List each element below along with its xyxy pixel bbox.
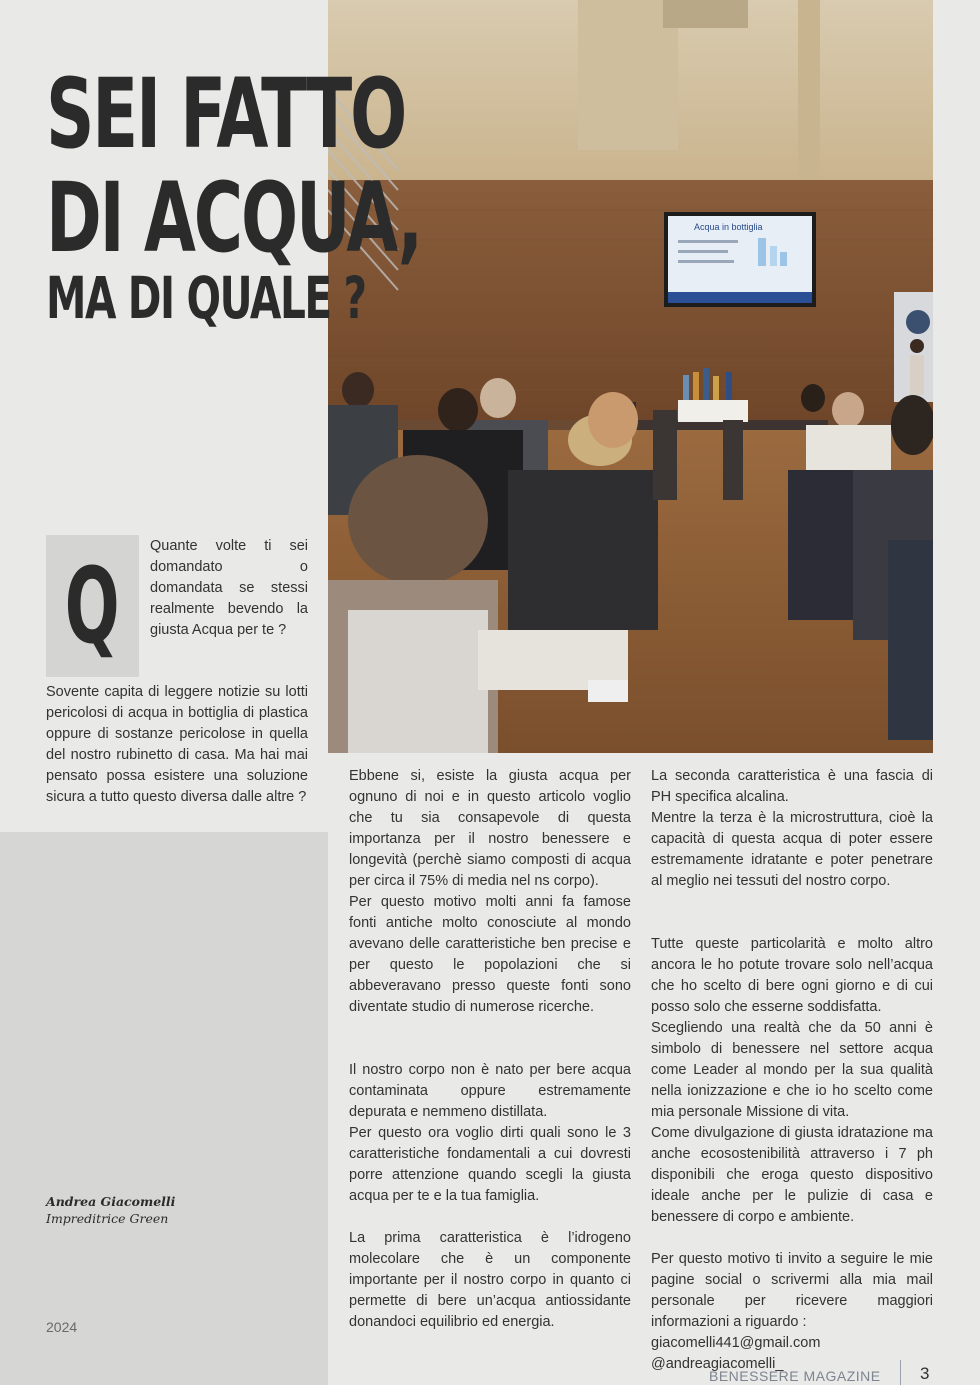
spacer [651,913,933,934]
spacer [349,1018,631,1039]
paragraph: Per questo motivo ti invito a seguire le mie pagine social o scrivermi alla mia mail personale per ricevere maggiori informazioni a riguardo : [651,1251,933,1330]
spacer [349,1039,631,1060]
author-role: Impreditrice Green [46,1211,169,1226]
email-link[interactable]: giacomelli441@gmail.com [651,1335,821,1351]
paragraph: Come divulgazione di giusta idratazione ma anche ecosostenibilità attraverso i 7 ph disponibili che eroga questo dispositivo ideale anche per le pulizie di casa e benessere di corpo e ambiente. [651,1125,933,1225]
page-number: 3 [920,1364,930,1383]
headline [46,58,582,332]
paragraph: Tutte queste particolarità e molto altro ancora le ho potute trovare solo nell’acqua che ho scelto di bere ogni giorno e di cui posso solo che esserne soddisfatta. [651,936,933,1015]
magazine-name: BENESSERE MAGAZINE [709,1368,881,1384]
social-handle[interactable]: @andreagiacomelli_ [651,1356,784,1372]
spacer [651,892,933,913]
paragraph: La seconda caratteristica è una fascia di PH specifica alcalina. [651,768,933,805]
paragraph: La prima caratteristica è l’idrogeno molecolare che è un componente importante per il nostro corpo in quanto ci permette di bere un’acqua antiossidante donandoci equilibrio ed energia. [349,1230,631,1330]
headline-line-1: SEI FATTO [46,58,406,170]
headline-line-3: MA DI QUALE ? [46,264,366,332]
headline-line-2: DI ACQUA, [46,162,422,274]
paragraph: Per questo ora voglio dirti quali sono le 3 caratteristiche fondamentali a cui dovresti porre attenzione quando scegli la giusta acqua per te e la tua famiglia. [349,1125,631,1204]
intro-text: Quante volte ti sei domandato o domandata se stessi realmente bevendo la giusta Acqua per te ? [150,538,308,638]
drop-cap-letter: Q [65,545,120,667]
paragraph: Mentre la terza è la microstruttura, cioè la capacità di questa acqua di poter essere estremamente idratante e poter penetrare al meglio nei tessuti del nostro corpo. [651,810,933,889]
lead-paragraph: Sovente capita di leggere notizie su lotti pericolosi di acqua in bottiglia di plastica oppure di sostanze pericolose in quella del nostro rubinetto di casa. Ma hai mai pensato possa esistere una soluzione sicura a tutto questo diversa dalle altre ? [46,684,308,805]
article-column-2 [349,766,631,1333]
left-panel-bottom [0,832,328,1385]
author-name: Andrea Giacomelli [46,1194,176,1209]
spacer [651,1228,933,1249]
author-block [46,1193,175,1227]
paragraph: Per questo motivo molti anni fa famose fonti antiche molto conosciute al mondo avevano delle caratteristiche ben precise e per questo le popolazioni che si abbeveravano presso queste fonti sono diventate studio di numerose ricerche. [349,894,631,1015]
drop-cap [46,535,139,677]
paragraph: Ebbene si, esiste la giusta acqua per ognuno di noi e in questo articolo voglio che tu sia consapevole di questa importanza per il nostro benessere e longevità (perchè siamo composti di acqua per circa il 75% di media nel ns corpo). [349,768,631,889]
footer-divider [900,1360,901,1385]
spacer [349,1207,631,1228]
paragraph: Il nostro corpo non è nato per bere acqua contaminata oppure estremamente depurata e nemmeno distillata. [349,1062,631,1120]
screen-title: Acqua in bottiglia [694,222,763,232]
year-label: 2024 [46,1319,78,1335]
article-column-3 [651,766,933,1375]
paragraph: Scegliendo una realtà che da 50 anni è simbolo di benessere nel settore acqua come Leader al mondo per la sua qualità nella ionizzazione e che io ho scelto come mia personale Missione di vita. [651,1020,933,1120]
